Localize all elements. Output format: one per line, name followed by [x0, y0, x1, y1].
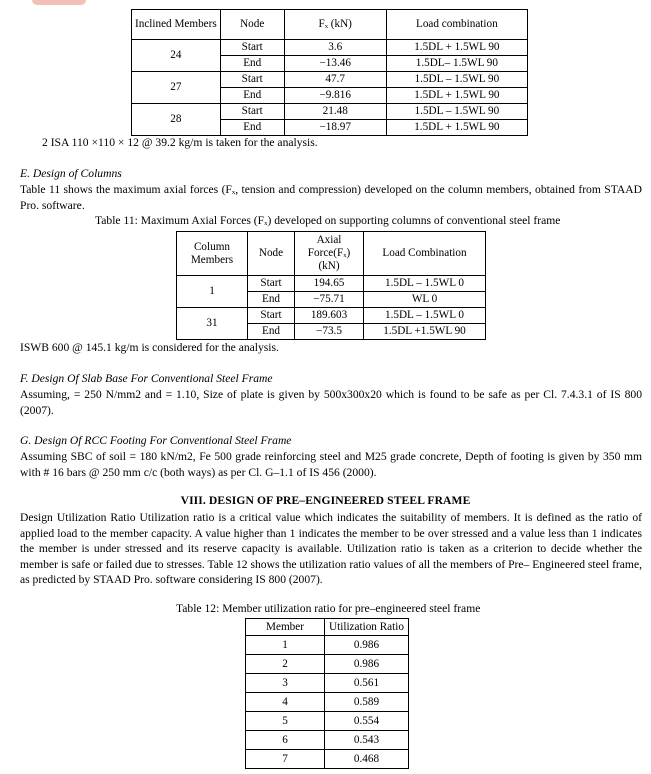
member-cell: 5 [246, 712, 325, 731]
table-row [132, 72, 528, 88]
column-forces-table [176, 231, 486, 340]
member-cell: 3 [246, 674, 325, 693]
table10-note: 2 ISA 110 ×110 × 12 @ 39.2 kg/m is taken for the analysis. [42, 136, 318, 149]
load-cell: 1.5DL + 1.5WL 90 [386, 88, 527, 104]
node-cell: Start [248, 276, 295, 292]
force-cell: 21.48 [284, 104, 386, 120]
load-cell: 1.5DL – 1.5WL 90 [386, 104, 527, 120]
force-cell: −75.71 [295, 292, 364, 308]
load-cell: 1.5DL – 1.5WL 0 [364, 276, 486, 292]
member-cell: 4 [246, 693, 325, 712]
table11-caption: Table 11: Maximum Axial Forces (Fₓ) developed on supporting columns of conventional steel frame [95, 214, 561, 227]
ratio-cell: 0.986 [325, 655, 409, 674]
table-row [246, 712, 409, 731]
section-viii-heading: VIII. DESIGN OF PRE–ENGINEERED STEEL FRAME [180, 494, 471, 507]
table11-note: ISWB 600 @ 145.1 kg/m is considered for the analysis. [20, 341, 279, 354]
force-cell: −13.46 [284, 56, 386, 72]
col-header: Member [246, 619, 325, 636]
utilization-table [245, 618, 409, 769]
table-row [132, 40, 528, 56]
member-cell: 27 [132, 72, 221, 104]
section-f-text: Assuming, = 250 N/mm2 and = 1.10, Size of plate is given by 500x300x20 which is found to be safe as per Cl. 7.4.3.1 of IS 800 (2007). [20, 388, 642, 417]
col-header: Fₓ (kN) [284, 10, 386, 40]
member-cell: 7 [246, 750, 325, 769]
table-row [246, 693, 409, 712]
member-cell: 1 [177, 276, 248, 308]
col-header: Load Combination [364, 232, 486, 276]
ratio-cell: 0.561 [325, 674, 409, 693]
table-row [246, 655, 409, 674]
ratio-cell: 0.554 [325, 712, 409, 731]
section-e-heading: E. Design of Columns [20, 167, 122, 180]
col-header: Axial Force(Fₓ) (kN) [295, 232, 364, 276]
force-cell: 3.6 [284, 40, 386, 56]
col-header: Utilization Ratio [325, 619, 409, 636]
section-viii-text: Design Utilization Ratio Utilization ratio is a critical value which indicates the suitability of members. It is defined as the ratio of applied load to the member capacity. A value higher than 1 indicates the member to be over stressed and a value less than 1 indicates the member is under stressed and its reserve capacity is available. Utilization ratio is taken as a criterion to decide whether the member is safe or failed due to stresses. Table 12 shows the utilization ratio values of all the members of Pre– Engineered steel frame, as predicted by STAAD Pro. software considering IS 800 (2007). [20, 511, 642, 586]
node-cell: Start [220, 40, 284, 56]
col-header: Node [248, 232, 295, 276]
load-cell: 1.5DL– 1.5WL 90 [386, 56, 527, 72]
member-cell: 28 [132, 104, 221, 136]
member-cell: 31 [177, 308, 248, 340]
member-cell: 6 [246, 731, 325, 750]
force-cell: −73.5 [295, 324, 364, 340]
ratio-cell: 0.543 [325, 731, 409, 750]
col-header: Column Members [177, 232, 248, 276]
node-cell: End [248, 324, 295, 340]
ratio-cell: 0.589 [325, 693, 409, 712]
node-cell: End [220, 56, 284, 72]
load-cell: 1.5DL +1.5WL 90 [364, 324, 486, 340]
col-header: Node [220, 10, 284, 40]
node-cell: Start [220, 72, 284, 88]
table-header-row [132, 10, 528, 40]
member-cell: 24 [132, 40, 221, 72]
node-cell: Start [248, 308, 295, 324]
node-cell: End [220, 88, 284, 104]
member-cell: 1 [246, 636, 325, 655]
load-cell: WL 0 [364, 292, 486, 308]
force-cell: 47.7 [284, 72, 386, 88]
force-cell: 194.65 [295, 276, 364, 292]
section-f-heading: F. Design Of Slab Base For Conventional Steel Frame [20, 372, 273, 385]
section-g-text: Assuming SBC of soil = 180 kN/m2, Fe 500 grade reinforcing steel and M25 grade concrete, Depth of footing is given by 350 mm with # 16 bars @ 250 mm c/c (both ways) as per Cl. G–1.1 of IS 456 (2000). [20, 450, 642, 479]
ratio-cell: 0.986 [325, 636, 409, 655]
table-row [177, 276, 486, 292]
table-header-row [246, 619, 409, 636]
ratio-cell: 0.468 [325, 750, 409, 769]
table12-caption: Table 12: Member utilization ratio for pre–engineered steel frame [176, 602, 481, 615]
load-cell: 1.5DL – 1.5WL 0 [364, 308, 486, 324]
col-header: Inclined Members [132, 10, 221, 40]
table-row [246, 731, 409, 750]
logo-fragment [32, 0, 86, 5]
member-cell: 2 [246, 655, 325, 674]
inclined-members-table [131, 9, 528, 136]
node-cell: Start [220, 104, 284, 120]
col-header: Load combination [386, 10, 527, 40]
table-row [246, 636, 409, 655]
section-g-heading: G. Design Of RCC Footing For Conventional Steel Frame [20, 434, 292, 447]
force-cell: −9.816 [284, 88, 386, 104]
force-cell: 189.603 [295, 308, 364, 324]
section-e-text: Table 11 shows the maximum axial forces (Fₓ, tension and compression) developed on the column members, obtained from STAAD Pro. software. [20, 183, 642, 212]
table-row [132, 104, 528, 120]
table-row [246, 674, 409, 693]
load-cell: 1.5DL + 1.5WL 90 [386, 40, 527, 56]
force-cell: −18.97 [284, 120, 386, 136]
node-cell: End [248, 292, 295, 308]
table-header-row [177, 232, 486, 276]
table-row [246, 750, 409, 769]
load-cell: 1.5DL + 1.5WL 90 [386, 120, 527, 136]
node-cell: End [220, 120, 284, 136]
table-row [177, 308, 486, 324]
load-cell: 1.5DL – 1.5WL 90 [386, 72, 527, 88]
